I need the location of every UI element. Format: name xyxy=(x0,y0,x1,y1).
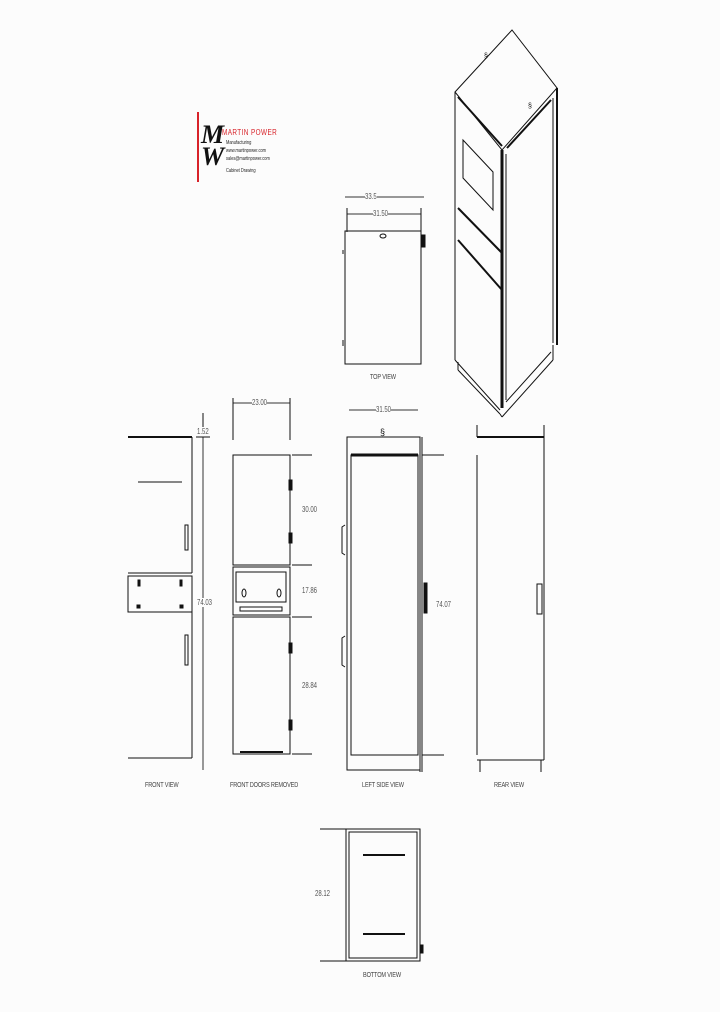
top-view-label: TOP VIEW xyxy=(370,374,396,381)
front-view xyxy=(128,413,213,770)
top-view-dim-inner: 31.50 xyxy=(373,209,389,218)
doors-removed-dim-lower: 28.84 xyxy=(302,681,318,690)
bottom-view-label: BOTTOM VIEW xyxy=(363,972,401,979)
rear-view-label: REAR VIEW xyxy=(494,782,524,789)
left-side-view xyxy=(342,410,444,772)
logo-line-3: sales@martinpower.com xyxy=(226,156,270,162)
svg-text:§: § xyxy=(528,103,532,110)
top-view xyxy=(343,197,425,364)
front-doors-removed-label: FRONT DOORS REMOVED xyxy=(230,782,299,789)
left-side-view-label: LEFT SIDE VIEW xyxy=(362,782,404,789)
doors-removed-dim-upper: 30.00 xyxy=(302,505,318,514)
front-view-dim-height: 74.03 xyxy=(197,598,213,607)
left-side-dim-width: 31.50 xyxy=(376,405,392,414)
left-side-dim-height: 74.07 xyxy=(436,600,452,609)
bottom-view xyxy=(320,829,423,961)
front-view-dim-top: 1.52 xyxy=(197,427,209,436)
rear-view xyxy=(477,425,544,772)
logo-line-4: Cabinet Drawing xyxy=(226,168,256,174)
isometric-view xyxy=(455,30,557,417)
front-view-label: FRONT VIEW xyxy=(145,782,179,789)
logo-monogram: M W xyxy=(201,120,225,171)
doors-removed-dim-middle: 17.86 xyxy=(302,586,318,595)
front-doors-removed-view xyxy=(233,398,312,754)
doors-removed-dim-width: 23.00 xyxy=(252,398,268,407)
svg-text:§: § xyxy=(484,53,488,60)
logo-line-1: Manufacturing xyxy=(226,140,252,146)
bottom-view-dim-depth: 28.12 xyxy=(315,889,331,898)
top-view-dim-overall: 33.5 xyxy=(365,192,377,201)
logo-line-2: www.martinpower.com xyxy=(226,148,267,154)
svg-text:§: § xyxy=(380,427,386,437)
logo-company-name: MARTIN POWER xyxy=(222,128,278,137)
